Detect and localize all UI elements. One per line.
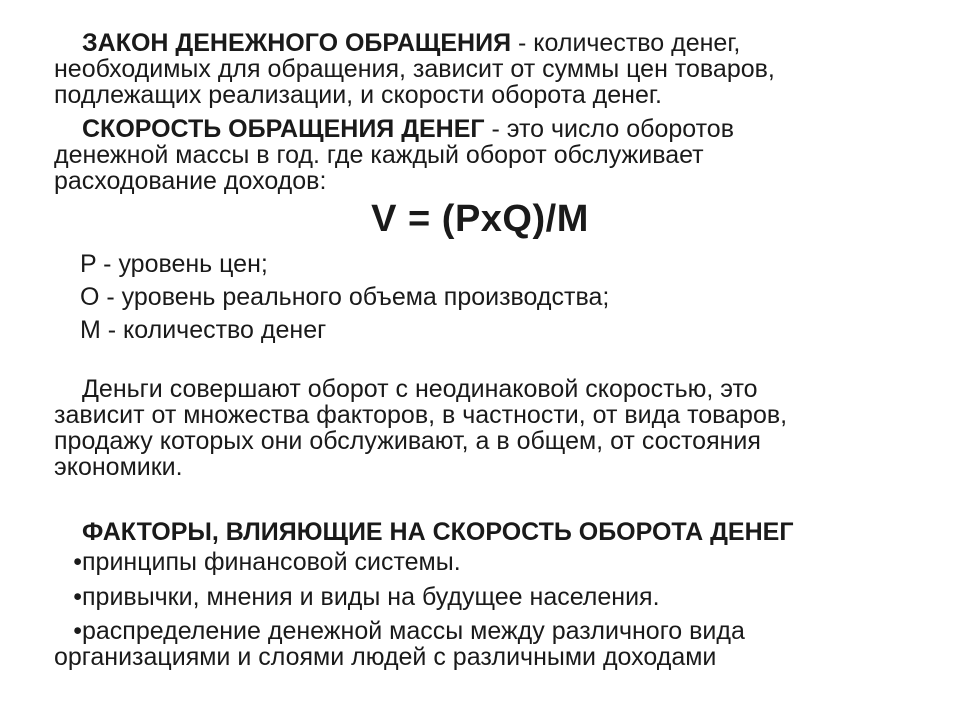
factor-text: принципы финансовой системы. — [82, 548, 461, 576]
velocity-text-line1: - это число оборотов — [484, 115, 734, 143]
factor-text-continuation: организациями и слоями людей с различными доходами — [54, 643, 717, 671]
law-of-money-circulation-paragraph — [54, 30, 914, 108]
factors-text-line3: продажу которых они обслуживают, а в общем, от состояния — [54, 427, 761, 455]
bullet-icon: • — [73, 583, 82, 611]
velocity-formula: V = (PxQ)/M — [371, 198, 589, 240]
law-term: ЗАКОН ДЕНЕЖНОГО ОБРАЩЕНИЯ — [82, 29, 512, 57]
variable-m-definition: M - количество денег — [80, 316, 327, 344]
velocity-term: СКОРОСТЬ ОБРАЩЕНИЯ ДЕНЕГ — [82, 115, 485, 143]
law-text-line3: подлежащих реализации, и скорости оборота денег. — [54, 81, 662, 109]
factors-text-line1: Деньги совершают оборот с неодинаковой скоростью, это — [82, 375, 758, 403]
law-text-line1: - количество денег, — [511, 29, 741, 57]
velocity-factors-paragraph — [54, 376, 914, 480]
factor-text: привычки, мнения и виды на будущее населения. — [82, 583, 660, 611]
velocity-text-line2: денежной массы в год. где каждый оборот обслуживает — [54, 141, 704, 169]
bullet-icon: • — [73, 617, 82, 645]
velocity-definition-paragraph — [54, 116, 914, 194]
factor-list-item — [54, 549, 914, 575]
factors-heading: ФАКТОРЫ, ВЛИЯЮЩИЕ НА СКОРОСТЬ ОБОРОТА ДЕНЕГ — [82, 518, 794, 546]
velocity-text-line3: расходование доходов: — [54, 167, 327, 195]
law-text-line2: необходимых для обращения, зависит от суммы цен товаров, — [54, 55, 775, 83]
factor-list-item — [54, 584, 914, 610]
factor-list-item — [54, 618, 914, 670]
factors-text-line4: экономики. — [54, 453, 183, 481]
factors-text-line2: зависит от множества факторов, в частности, от вида товаров, — [54, 401, 788, 429]
variable-p-definition: P - уровень цен; — [80, 250, 268, 278]
factor-text: распределение денежной массы между различного вида — [82, 617, 745, 645]
variable-q-definition: O - уровень реального объема производства; — [80, 283, 610, 311]
bullet-icon: • — [73, 548, 82, 576]
